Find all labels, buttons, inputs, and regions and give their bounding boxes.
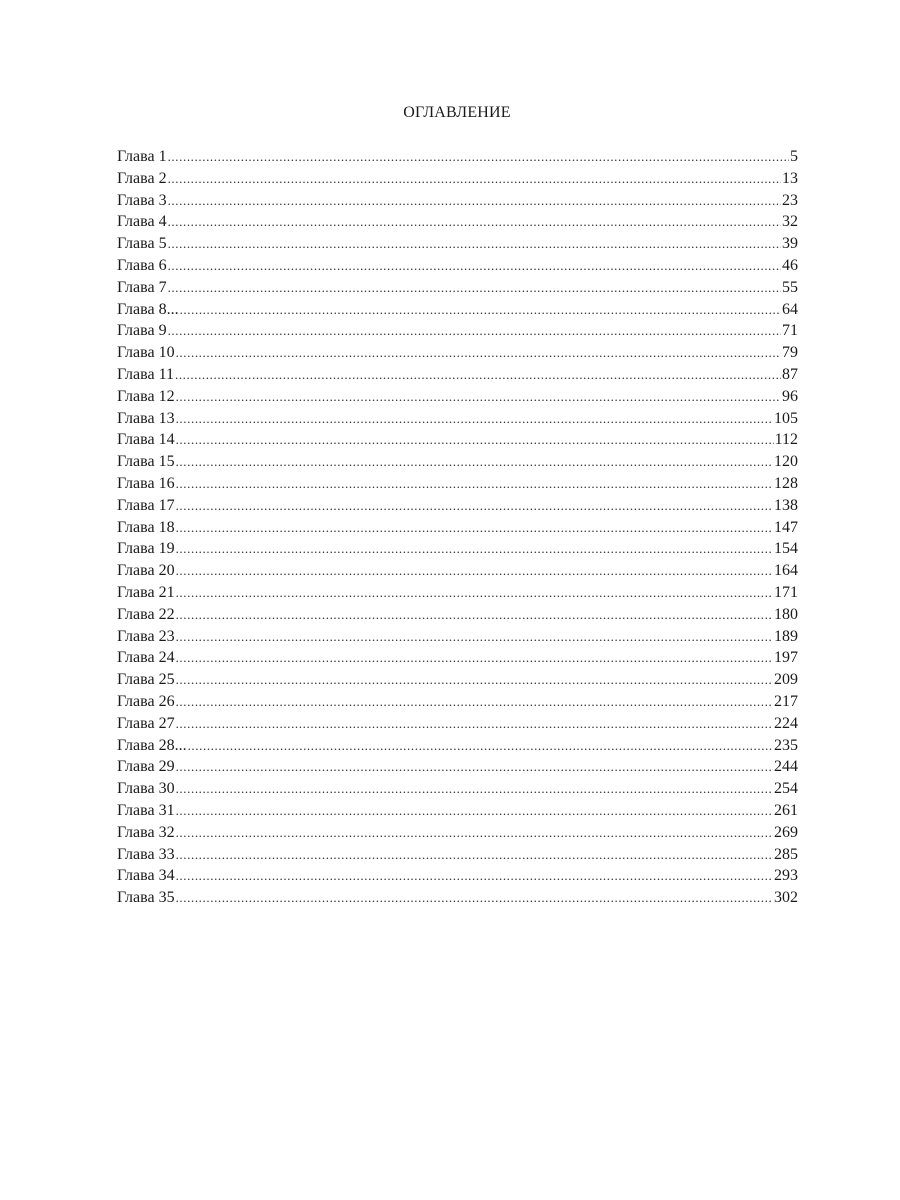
toc-dot-leader xyxy=(168,211,781,233)
toc-dot-leader xyxy=(168,255,781,277)
toc-entry-page-number: 105 xyxy=(774,409,798,427)
toc-dot-leader xyxy=(176,691,773,713)
toc-dot-leader xyxy=(176,495,773,517)
toc-entry xyxy=(117,429,798,451)
toc-dot-leader xyxy=(176,844,773,866)
toc-dot-leader xyxy=(176,822,773,844)
toc-entry-page-number: 171 xyxy=(774,583,798,601)
toc-entry-label: Глава 9 xyxy=(117,322,167,340)
toc-dot-leader xyxy=(168,190,781,212)
toc-entry xyxy=(117,342,798,364)
toc-entry-page-number: 189 xyxy=(774,627,798,645)
toc-entry-page-number: 112 xyxy=(774,431,798,449)
toc-entry xyxy=(117,168,798,190)
toc-list xyxy=(117,146,798,909)
toc-dot-leader xyxy=(176,756,773,778)
toc-entry xyxy=(117,778,798,800)
toc-entry-label: Глава 25 xyxy=(117,671,175,689)
toc-dot-leader xyxy=(176,604,773,626)
toc-entry-page-number: 5 xyxy=(790,148,798,165)
toc-entry-page-number: 79 xyxy=(782,344,798,362)
toc-entry-page-number: 128 xyxy=(774,474,798,492)
toc-dot-leader xyxy=(176,408,773,430)
toc-entry xyxy=(117,473,798,495)
toc-dot-leader xyxy=(176,647,773,669)
toc-dot-leader xyxy=(176,429,774,451)
toc-entry-page-number: 254 xyxy=(774,780,798,798)
toc-entry-page-number: 261 xyxy=(774,801,798,819)
toc-entry-label: Глава 5 xyxy=(117,235,167,253)
toc-entry xyxy=(117,604,798,626)
toc-dot-leader xyxy=(175,364,781,386)
toc-entry-page-number: 180 xyxy=(774,605,798,623)
toc-entry-page-number: 154 xyxy=(774,540,798,558)
toc-entry xyxy=(117,495,798,517)
toc-dot-leader xyxy=(176,560,773,582)
toc-entry xyxy=(117,865,798,887)
toc-entry xyxy=(117,255,798,277)
toc-dot-leader xyxy=(176,778,773,800)
toc-entry-label: Глава 17 xyxy=(117,496,175,514)
toc-entry xyxy=(117,756,798,778)
toc-entry xyxy=(117,233,798,255)
toc-title: ОГЛАВЛЕНИЕ xyxy=(403,104,511,121)
toc-entry xyxy=(117,844,798,866)
toc-entry-page-number: 197 xyxy=(774,649,798,667)
toc-entry-label: Глава 23 xyxy=(117,627,175,645)
toc-entry-label: Глава 24 xyxy=(117,649,175,667)
toc-entry-label: Глава 22 xyxy=(117,605,175,623)
toc-entry-label: Глава 14 xyxy=(117,431,175,449)
toc-entry-page-number: 46 xyxy=(782,256,798,274)
toc-entry-label: Глава 4 xyxy=(117,213,167,231)
toc-dot-leader xyxy=(176,538,773,560)
toc-dot-leader xyxy=(176,386,781,408)
toc-entry-label: Глава 35 xyxy=(117,889,175,907)
toc-entry-label: Глава 2 xyxy=(117,169,167,187)
toc-entry-page-number: 32 xyxy=(782,213,798,231)
toc-entry-page-number: 87 xyxy=(782,365,798,383)
toc-entry-page-number: 147 xyxy=(774,518,798,536)
toc-entry-label: Глава 10 xyxy=(117,344,175,362)
toc-dot-leader xyxy=(176,865,773,887)
toc-entry xyxy=(117,364,798,386)
toc-dot-leader xyxy=(176,451,773,473)
toc-entry xyxy=(117,517,798,539)
toc-entry-page-number: 244 xyxy=(774,758,798,776)
toc-entry xyxy=(117,320,798,342)
toc-entry xyxy=(117,386,798,408)
toc-entry xyxy=(117,669,798,691)
toc-entry xyxy=(117,451,798,473)
toc-entry-label: Глава 32 xyxy=(117,823,175,841)
toc-entry-label: Глава 3 xyxy=(117,191,167,209)
toc-dot-leader xyxy=(168,277,781,299)
toc-dot-leader xyxy=(176,626,773,648)
toc-entry-page-number: 269 xyxy=(774,823,798,841)
toc-entry xyxy=(117,887,798,909)
toc-entry-label: Глава 16 xyxy=(117,474,175,492)
toc-entry xyxy=(117,626,798,648)
toc-entry-page-number: 55 xyxy=(782,278,798,296)
toc-entry-page-number: 293 xyxy=(774,867,798,885)
toc-entry-page-number: 302 xyxy=(774,889,798,907)
toc-entry-label: Глава 26 xyxy=(117,692,175,710)
toc-entry-page-number: 224 xyxy=(774,714,798,732)
toc-dot-leader xyxy=(176,342,781,364)
toc-dot-leader xyxy=(168,146,789,168)
toc-dot-leader xyxy=(176,887,773,909)
toc-entry-label: Глава 1 xyxy=(117,148,167,165)
toc-entry-label: Глава 6 xyxy=(117,256,167,274)
toc-entry xyxy=(117,800,798,822)
toc-entry-page-number: 209 xyxy=(774,671,798,689)
toc-entry-label: Глава 27 xyxy=(117,714,175,732)
toc-entry-label: Глава 18 xyxy=(117,518,175,536)
toc-entry xyxy=(117,691,798,713)
toc-entry xyxy=(117,146,798,168)
toc-entry-page-number: 71 xyxy=(782,322,798,340)
toc-entry-label: Глава 11 xyxy=(117,365,174,383)
toc-entry-label: Глава 28... xyxy=(117,736,187,754)
toc-entry xyxy=(117,277,798,299)
toc-entry-page-number: 120 xyxy=(774,453,798,471)
toc-entry xyxy=(117,560,798,582)
toc-entry xyxy=(117,735,798,757)
toc-dot-leader xyxy=(176,669,773,691)
toc-entry xyxy=(117,713,798,735)
toc-entry-page-number: 217 xyxy=(774,692,798,710)
toc-entry xyxy=(117,822,798,844)
toc-entry-label: Глава 7 xyxy=(117,278,167,296)
toc-entry-page-number: 164 xyxy=(774,562,798,580)
toc-entry-page-number: 138 xyxy=(774,496,798,514)
toc-dot-leader xyxy=(176,800,773,822)
toc-entry-label: Глава 13 xyxy=(117,409,175,427)
toc-entry xyxy=(117,647,798,669)
toc-entry xyxy=(117,538,798,560)
toc-entry-page-number: 39 xyxy=(782,235,798,253)
toc-entry-page-number: 96 xyxy=(782,387,798,405)
toc-entry-label: Глава 8... xyxy=(117,300,179,318)
toc-entry-label: Глава 33 xyxy=(117,845,175,863)
toc-entry-label: Глава 12 xyxy=(117,387,175,405)
toc-entry xyxy=(117,211,798,233)
toc-entry-label: Глава 20 xyxy=(117,562,175,580)
toc-dot-leader xyxy=(168,233,781,255)
toc-dot-leader xyxy=(176,473,773,495)
toc-dot-leader xyxy=(176,713,773,735)
toc-entry xyxy=(117,299,798,321)
toc-entry-page-number: 23 xyxy=(782,191,798,209)
toc-entry-page-number: 235 xyxy=(774,736,798,754)
toc-entry xyxy=(117,408,798,430)
toc-dot-leader xyxy=(180,299,781,321)
toc-dot-leader xyxy=(168,168,781,190)
toc-entry-label: Глава 34 xyxy=(117,867,175,885)
toc-entry-label: Глава 15 xyxy=(117,453,175,471)
toc-dot-leader xyxy=(176,517,773,539)
toc-entry-label: Глава 31 xyxy=(117,801,175,819)
toc-entry-label: Глава 21 xyxy=(117,583,175,601)
toc-entry-label: Глава 30 xyxy=(117,780,175,798)
toc-entry-page-number: 64 xyxy=(782,300,798,318)
toc-entry xyxy=(117,190,798,212)
toc-entry-page-number: 285 xyxy=(774,845,798,863)
toc-entry xyxy=(117,582,798,604)
toc-entry-label: Глава 29 xyxy=(117,758,175,776)
toc-dot-leader xyxy=(188,735,773,757)
toc-dot-leader xyxy=(176,582,773,604)
toc-entry-page-number: 13 xyxy=(782,169,798,187)
toc-entry-label: Глава 19 xyxy=(117,540,175,558)
toc-dot-leader xyxy=(168,320,781,342)
